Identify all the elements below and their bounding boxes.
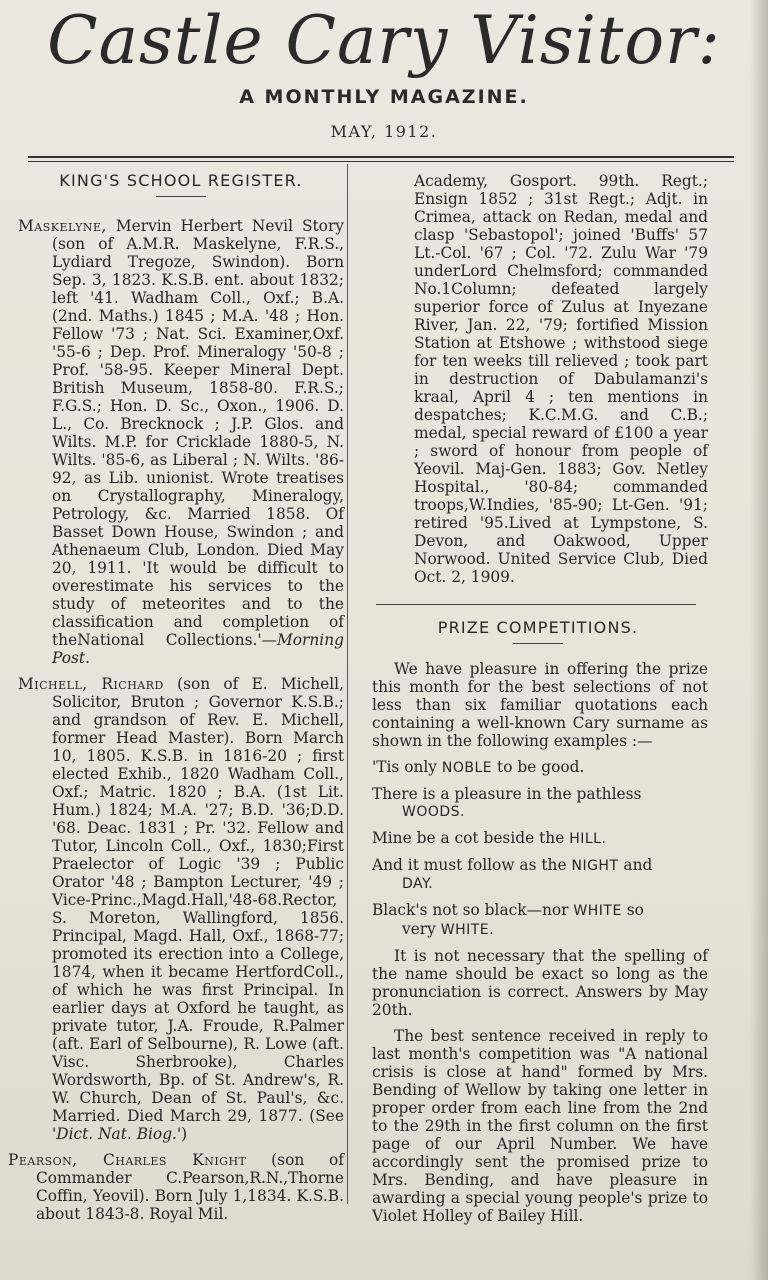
quote-surname: HILL. bbox=[569, 831, 607, 847]
quotation-example bbox=[372, 901, 708, 939]
masthead-title: Castle Cary Visitor: bbox=[47, 2, 721, 79]
entry-text: (son of Commander C.Pearson,R.N.,Thorne Coffin, Yeovil). Born July 1,1834. K.S.B. about 1843-8. Royal Mil. bbox=[36, 1151, 344, 1223]
prize-heading: PRIZE COMPETITIONS. bbox=[437, 618, 639, 637]
register-heading: KING'S SCHOOL REGISTER. bbox=[59, 171, 303, 190]
heading-rule bbox=[513, 643, 563, 644]
left-column bbox=[8, 171, 344, 1231]
entry-text: Mervin Herbert Nevil Story (son of A.M.R. Maskelyne, F.R.S., Lydiard Tregoze, Swindon). Born Sep. 3, 1823. K.S.B. ent. about 1832; left '41. Wadham Coll., Oxf.; B.A. (2nd. Maths.) 1845 ; M.A. '48 ; Hon. Fellow '73 ; Nat. Sci. Examiner,Oxf. '55-6 ; Dep. Prof. Mineralogy '50-8 ; Prof. '58-95. Keeper Mineral Dept. British Museum, 1858-80. F.R.S.; F.G.S.; Hon. D. Sc., Oxon., 1906. D. L., Co. Brecknock ; J.P. Glos. and Wilts. M.P. for Cricklade 1880-5, N. Wilts. '85-6, as Liberal ; N. Wilts. '86-92, as Lib. unionist. Wrote treatises on Crystallography, Mineralogy, Petrology, &c. Married 1858. Of Basset Down House, Swindon ; and Athenaeum Club, London. Died May 20, 1911. 'It would be difficult to overestimate his services to the study of meteorites and to the classification and completion of theNational Collections.'— bbox=[52, 217, 344, 649]
entry-source: Dict. Nat. Biog. bbox=[56, 1125, 177, 1143]
quote-surname: NIGHT bbox=[571, 858, 619, 874]
quote-text: Mine be a cot beside the bbox=[372, 829, 570, 847]
issue-date: MAY, 1912. bbox=[330, 122, 438, 141]
quotation-example bbox=[372, 758, 708, 777]
quotation-example bbox=[372, 785, 708, 821]
heading-rule bbox=[156, 196, 206, 197]
register-entry-michell bbox=[18, 675, 344, 1143]
quote-continuation bbox=[372, 920, 708, 939]
quote-text: Black's not so black—nor bbox=[372, 901, 574, 919]
entry-text: (son of E. Michell, Solicitor, Bruton ; Governor K.S.B.; and grandson of Rev. E. Michell, former Head Master). Born March 10, 1805. K.S.B. in 1816-20 ; first elected Exhib., 1820 Wadham Coll., Oxf.; Matric. 1820 ; B.A. (1st Lit. Hum.) 1824; M.A. '27; B.D. '36;D.D. '68. Deac. 1831 ; Pr. '32. Fellow and Tutor, Lincoln Coll., Oxf., 1830;First Praelector of Logic '39 ; Public Orator '48 ; Bampton Lecturer, '49 ; Vice-Princ.,Magd.Hall,'48-68.Rector, S. Moreton, Wallingford, 1856. Principal, Magd. Hall, Oxf., 1868-77; promoted its erection into a College, 1874, when it became HertfordColl., of which he was first Principal. In earlier days at Oxford he taught, as private tutor, J.A. Froude, R.Palmer (aft. Earl of Selbourne), R. Lowe (aft. Visc. Sherbrooke), Charles Wordsworth, Bp. of St. Andrew's, R. W. Church, Dean of St. Paul's, &c. Married. Died March 29, 1877. (See ' bbox=[52, 675, 344, 1143]
section-separator bbox=[376, 604, 696, 605]
entry-name: Pearson, Charles Knight bbox=[8, 1151, 247, 1169]
entry-close: ') bbox=[176, 1125, 188, 1143]
right-column bbox=[368, 172, 708, 1233]
quotation-example bbox=[372, 829, 708, 848]
column-divider bbox=[347, 164, 348, 1204]
register-entry-pearson bbox=[8, 1151, 344, 1223]
register-entry-pearson-continued: Academy, Gosport. 99th. Regt.; Ensign 1852 ; 31st Regt.; Adjt. in Crimea, attack on Redan, medal and clasp 'Sebastopol'; joined 'Buffs' 57 Lt.-Col. '67 ; Col. '72. Zulu War '79 underLord Chelmsford; commanded No.1Column; defeated largely superior force of Zulus at Inyezane River, Jan. 22, '79; fortified Mission Station at Etshowe ; withstood siege for ten weeks till relieved ; took part in destruction of Dabulamanzi's kraal, April 4 ; ten mentions in despatches; K.C.M.G. and C.B.; medal, special reward of £100 a year ; sword of honour from people of Yeovil. Maj-Gen. 1883; Gov. Netley Hospital., '80-84; commanded troops,W.Indies, '85-90; Lt-Gen. '91; retired '95.Lived at Lympstone, S. Devon, and Oakwood, Upper Norwood. United Service Club, Died Oct. 2, 1909. bbox=[414, 172, 708, 586]
quote-surname: WHITE. bbox=[440, 922, 495, 938]
entry-source: Morning Post. bbox=[52, 631, 344, 667]
quote-text: There is a pleasure in the pathless bbox=[372, 785, 642, 803]
register-entry-maskelyne bbox=[18, 217, 344, 667]
prize-rules: It is not necessary that the spelling of the name should be exact so long as the pronunciation is correct. Answers by May 20th. bbox=[372, 947, 708, 1019]
quote-surname: WHITE bbox=[573, 903, 622, 919]
quote-surname: WOODS. bbox=[402, 804, 465, 820]
quote-text: to be good. bbox=[492, 758, 585, 776]
prize-intro: We have pleasure in offering the prize this month for the best selections of not less than six familiar quotations each containing a well-known Cary surname as shown in the following examples :— bbox=[372, 660, 708, 750]
quote-text: And it must follow as the bbox=[372, 856, 572, 874]
entry-name: Michell, Richard bbox=[18, 675, 164, 693]
quote-text: and bbox=[618, 856, 653, 874]
quote-text: very bbox=[402, 920, 441, 938]
entry-name: Maskelyne, bbox=[18, 217, 107, 235]
quote-surname: DAY. bbox=[402, 876, 434, 892]
masthead-rule bbox=[28, 156, 734, 162]
quotation-example bbox=[372, 856, 708, 893]
prize-result: The best sentence received in reply to last month's competition was "A national crisis is close at hand" formed by Mrs. Bending of Wellow by taking one letter in proper order from each line from the 2nd to the 29th in the first column on the first page of our April Number. We have accordingly sent the promised prize to Mrs. Bending, and have pleasure in awarding a special young people's prize to Violet Holley of Bailey Hill. bbox=[372, 1027, 708, 1225]
quote-text: 'Tis only bbox=[372, 758, 442, 776]
masthead-subtitle: A MONTHLY MAGAZINE. bbox=[239, 86, 529, 108]
quote-text: so bbox=[621, 901, 644, 919]
quote-surname: NOBLE bbox=[441, 760, 493, 776]
page-edge-shadow bbox=[750, 0, 768, 1280]
